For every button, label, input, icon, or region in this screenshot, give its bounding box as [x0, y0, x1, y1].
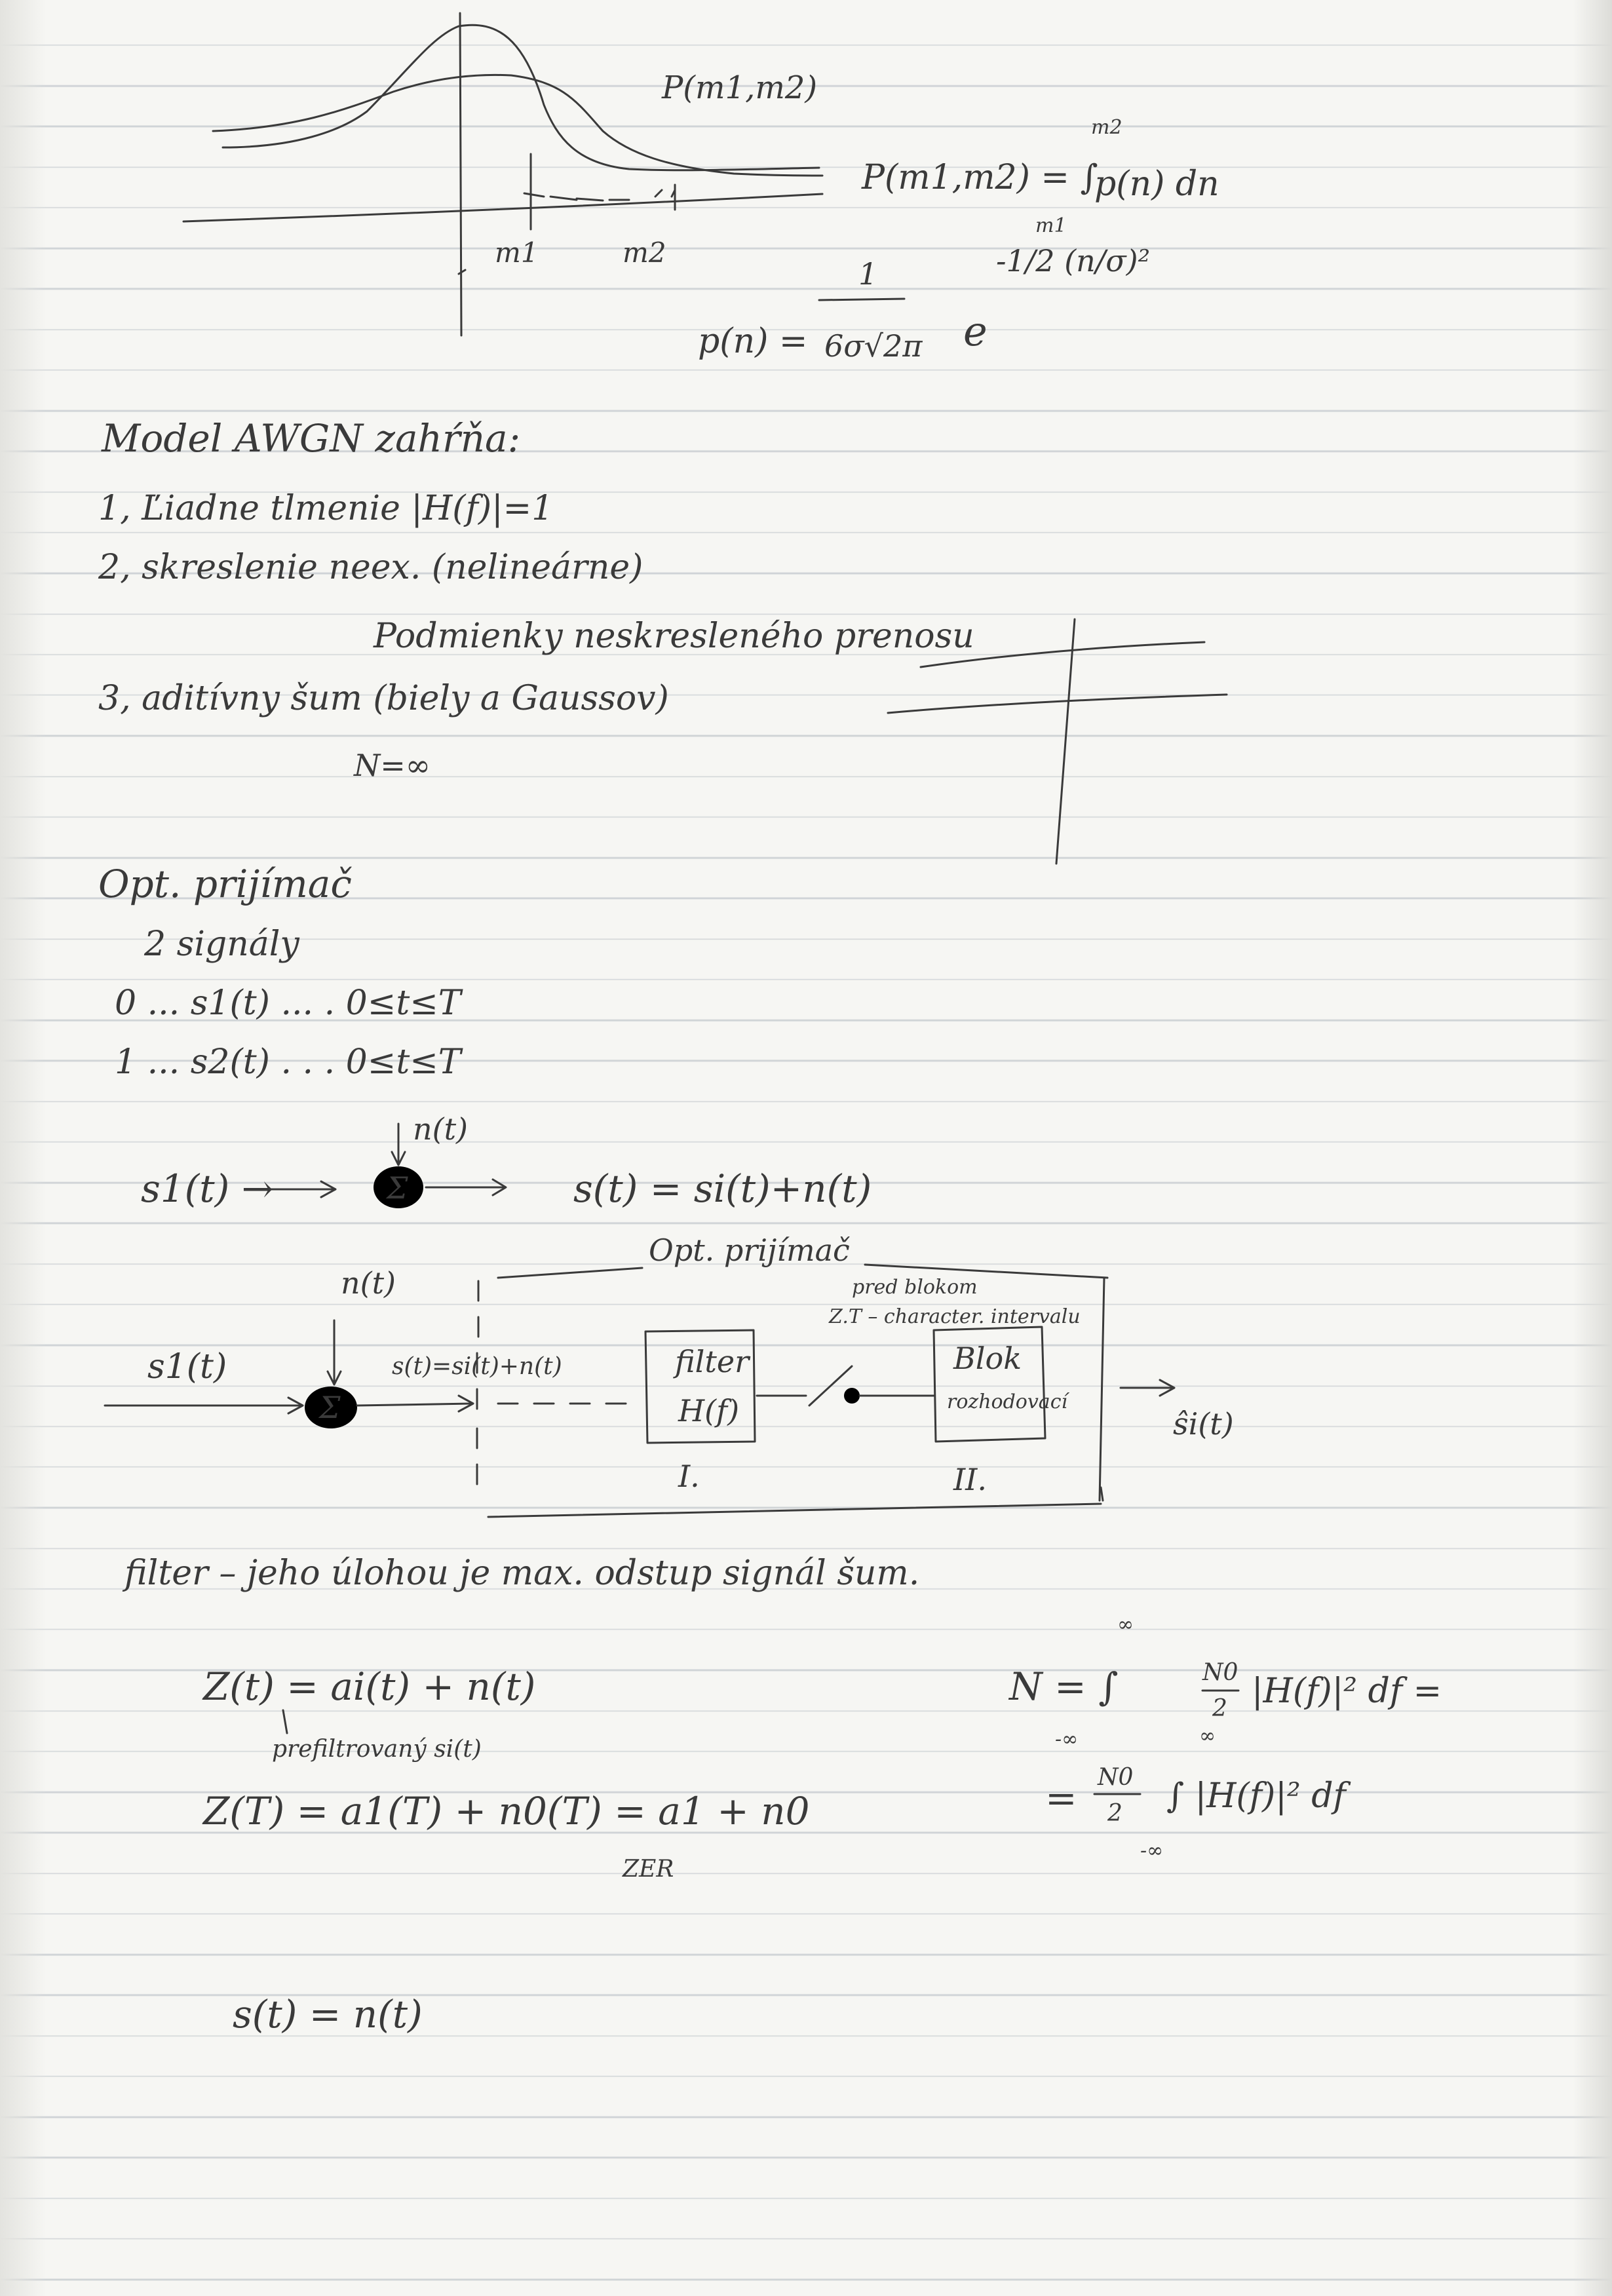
receiver-heading: Opt. prijímač — [98, 862, 352, 906]
z-equation-3: s(t) = n(t) — [233, 1992, 423, 2037]
sketch-vertical-line — [1056, 619, 1075, 864]
signal-chain-simple — [256, 1124, 506, 1208]
diagram-bottom-boundary — [488, 1504, 1101, 1517]
prob-integral-lhs: P(m1,m2) = ∫ — [862, 158, 1098, 197]
gauss-exp-base: e — [963, 307, 988, 355]
receiver-line-1: 1 ... s2(t) . . . 0≤t≤T — [115, 1043, 461, 1082]
graph-horizontal-axis — [183, 194, 822, 221]
sketch-horizontal-line-lower — [888, 695, 1227, 713]
noise-integral-2-upper: ∞ — [1199, 1725, 1216, 1748]
filter-roman-numeral: I. — [678, 1459, 700, 1494]
chain-noise-label: n(t) — [413, 1111, 469, 1147]
graph-curve-label: P(m1,m2) — [662, 69, 818, 106]
gauss-lhs: p(n) = — [698, 322, 808, 361]
diagram-sum-out-line — [357, 1404, 472, 1406]
noise-integral-1-den: 2 — [1212, 1695, 1227, 1722]
filter-note: filter – jeho úlohou je max. odstup signál šum. — [125, 1554, 920, 1593]
noise-integral-1-upper: ∞ — [1117, 1613, 1134, 1636]
diagram-output-label: ŝi(t) — [1173, 1406, 1234, 1442]
chain-input-label: s1(t) → — [141, 1166, 274, 1211]
prob-integral-upper-limit: m2 — [1091, 116, 1123, 139]
graph-vertical-axis — [460, 13, 461, 335]
zer-label: ZER — [623, 1856, 674, 1883]
awgn-item-2: 2, skreslenie neex. (nelineárne) — [98, 548, 643, 587]
noise-integral-2-num: N0 — [1098, 1764, 1134, 1791]
awgn-item-3: 3, aditívny šum (biely a Gaussov) — [98, 679, 669, 718]
decision-label-2: rozhodovací — [947, 1390, 1068, 1413]
noise-integral-1-lower: -∞ — [1055, 1728, 1079, 1751]
graph-m2-label: m2 — [623, 237, 666, 269]
z-eq1-subscript-arrow — [283, 1710, 287, 1733]
awgn-n-note: N=∞ — [354, 748, 431, 783]
noise-integral-2-den: 2 — [1107, 1800, 1123, 1827]
receiver-line-0: 0 ... s1(t) ... . 0≤t≤T — [115, 984, 461, 1023]
awgn-item-1: 1, Ľiadne tlmenie |H(f)|=1 — [98, 489, 554, 528]
noise-integral-2-rhs: ∫ |H(f)|² df — [1166, 1776, 1346, 1816]
awgn-heading: Model AWGN zahŕňa: — [102, 416, 521, 461]
z-equation-note: prefiltrovaný si(t) — [272, 1736, 482, 1763]
decision-roman-numeral: II. — [953, 1462, 987, 1497]
diagram-left-dashed-boundary — [477, 1281, 478, 1484]
sampler-note-top: pred blokom — [852, 1276, 978, 1299]
chain-output-label: s(t) = si(t)+n(t) — [573, 1166, 872, 1211]
diagram-right-dots — [1101, 1487, 1103, 1501]
diagram-noise-label: n(t) — [341, 1265, 396, 1301]
sampler-note: Z.T – character. intervalu — [829, 1305, 1081, 1328]
diagram-sum-symbol: Σ — [319, 1390, 341, 1425]
awgn-subnote: Podmienky neskresleného prenosu — [374, 617, 974, 656]
z-equation-2: Z(T) = a1(T) + n0(T) = a1 + n0 — [203, 1789, 810, 1833]
z-equation-1: Z(t) = ai(t) + n(t) — [203, 1664, 536, 1709]
gauss-numerator: 1 — [858, 256, 878, 292]
noise-integral-2-lhs: = — [1045, 1776, 1077, 1820]
gauss-fraction-bar — [819, 299, 904, 300]
diagram-input-label: s1(t) — [147, 1347, 227, 1387]
filter-label-1: filter — [675, 1344, 750, 1379]
gauss-exponent: -1/2 (n/σ)² — [996, 243, 1151, 278]
graph-m1-label: m1 — [495, 237, 539, 269]
shaded-area-hatch — [524, 190, 675, 201]
prob-integral-rhs: p(n) dn — [1094, 164, 1219, 204]
receiver-subheading: 2 signály — [144, 925, 299, 964]
noise-integral-1-rhs: |H(f)|² df = — [1252, 1672, 1442, 1711]
diagram-box-title: Opt. prijímač — [649, 1233, 850, 1268]
sampler-contact — [844, 1388, 860, 1404]
noise-integral-1-num: N0 — [1202, 1659, 1238, 1686]
decision-label-1: Blok — [953, 1341, 1022, 1376]
diagram-sum-out-label: s(t)=si(t)+n(t) — [392, 1353, 562, 1380]
gauss-denominator: 6σ√2π — [824, 328, 923, 364]
prob-integral-lower-limit: m1 — [1035, 214, 1067, 237]
gaussian-graph — [183, 13, 822, 335]
chain-sum-symbol: Σ — [387, 1170, 408, 1206]
noise-integral-2-lower: -∞ — [1140, 1839, 1164, 1862]
noise-integral-1-lhs: N = ∫ — [1009, 1664, 1119, 1709]
diagram-right-boundary — [1100, 1278, 1104, 1501]
filter-label-2: H(f) — [678, 1393, 740, 1428]
